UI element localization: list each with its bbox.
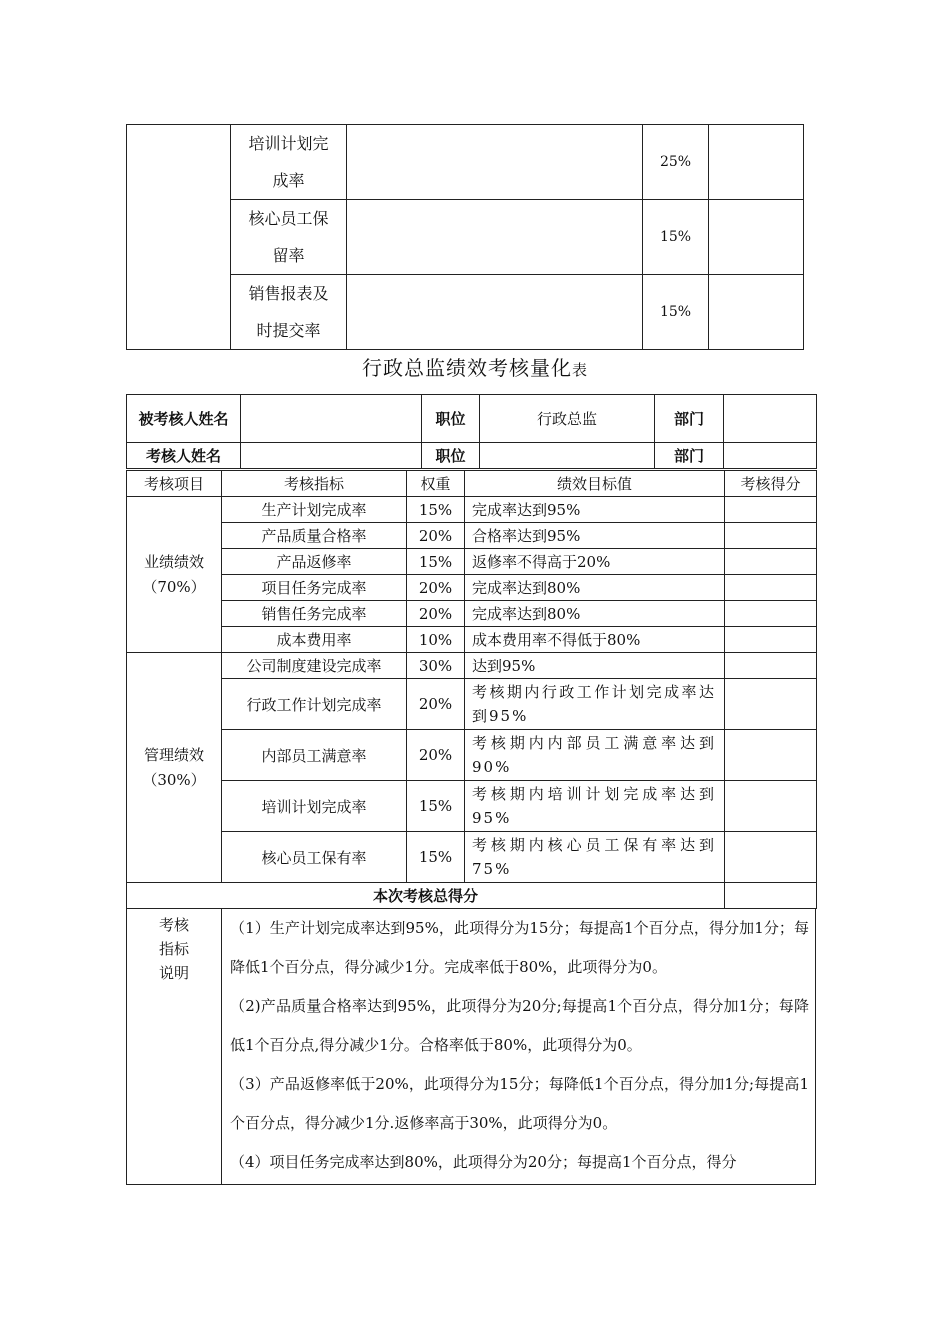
target-cell: 考核期内核心员工保有率达到75% [465,832,725,883]
target-cell: 考核期内内部员工满意率达到90% [465,730,725,781]
weight-cell: 20% [407,523,465,549]
table-row [127,601,817,627]
explanation-label-line: 考核 [158,916,189,934]
kpi-table [126,470,817,909]
indicator-cell: 核心员工保留率 [231,200,347,275]
table-row [127,125,804,200]
table-row [127,653,817,679]
target-cell: 完成率达到95% [465,497,725,523]
target-cell: 达到95% [465,653,725,679]
score-cell[interactable] [725,549,817,575]
target-cell: 完成率达到80% [465,601,725,627]
department-label: 部门 [655,443,724,469]
table-row [127,679,817,730]
indicator-cell: 行政工作计划完成率 [222,679,407,730]
target-cell: 完成率达到80% [465,575,725,601]
indicator-cell: 项目任务完成率 [222,575,407,601]
assessor-name-label: 考核人姓名 [127,443,241,469]
title-suffix: 表 [571,361,588,379]
indicator-cell: 培训计划完成率 [231,125,347,200]
previous-indicator-table [126,124,804,350]
table-row [127,523,817,549]
table-header-row [127,471,817,497]
indicator-cell: 成本费用率 [222,627,407,653]
column-header: 考核项目 [127,471,222,497]
score-cell[interactable] [725,601,817,627]
table-row [127,832,817,883]
empty-group-cell [127,125,231,350]
target-cell: 返修率不得高于20% [465,549,725,575]
total-score-label: 本次考核总得分 [127,883,725,909]
score-cell[interactable] [725,627,817,653]
position-label: 职位 [422,395,480,443]
indicator-cell: 核心员工保有率 [222,832,407,883]
weight-cell: 10% [407,627,465,653]
target-cell: 考核期内行政工作计划完成率达到95% [465,679,725,730]
group-weight: （30%） [142,770,206,789]
column-header: 考核得分 [725,471,817,497]
table-row [127,730,817,781]
weight-cell: 20% [407,575,465,601]
explanation-paragraph: （2)产品质量合格率达到95%，此项得分为20分;每提高1个百分点，得分加1分；每降低1个百分点,得分减少1分。合格率低于80%，此项得分为0。 [230,997,809,1054]
score-cell[interactable] [709,275,804,350]
score-cell[interactable] [725,730,817,781]
weight-cell: 15% [407,832,465,883]
score-cell[interactable] [725,575,817,601]
department-label: 部门 [655,395,724,443]
indicator-cell: 公司制度建设完成率 [222,653,407,679]
weight-cell: 20% [407,679,465,730]
weight-cell: 25% [643,125,709,200]
group-weight: （70%） [142,577,206,596]
weight-cell: 15% [407,781,465,832]
weight-cell: 30% [407,653,465,679]
score-cell[interactable] [725,781,817,832]
column-header: 绩效目标值 [465,471,725,497]
target-cell: 考核期内培训计划完成率达到95% [465,781,725,832]
target-cell [347,275,643,350]
explanation-label-line: 指标 [158,940,189,958]
weight-cell: 15% [407,549,465,575]
assessment-header-table [126,394,817,469]
explanation-label [127,909,222,1185]
indicator-explanation-table [126,908,816,1185]
column-header: 考核指标 [222,471,407,497]
assessee-name-field[interactable] [241,395,422,443]
weight-cell: 20% [407,601,465,627]
indicator-cell: 内部员工满意率 [222,730,407,781]
page-title [0,352,950,381]
assessor-position-field[interactable] [480,443,655,469]
explanation-label-line: 说明 [158,964,189,982]
total-row [127,883,817,909]
indicator-cell: 产品质量合格率 [222,523,407,549]
performance-group-cell [127,497,222,653]
table-row [127,627,817,653]
table-row [127,497,817,523]
score-cell[interactable] [725,497,817,523]
target-cell: 成本费用率不得低于80% [465,627,725,653]
assessee-name-label: 被考核人姓名 [127,395,241,443]
indicator-cell: 销售报表及时提交率 [231,275,347,350]
table-row [127,395,817,443]
management-group-cell [127,653,222,883]
position-label: 职位 [422,443,480,469]
score-cell[interactable] [709,200,804,275]
indicator-cell: 销售任务完成率 [222,601,407,627]
explanation-paragraph: （4）项目任务完成率达到80%，此项得分为20分；每提高1个百分点，得分 [230,1153,737,1171]
table-row [127,781,817,832]
score-cell[interactable] [725,653,817,679]
score-cell[interactable] [725,523,817,549]
assessor-name-field[interactable] [241,443,422,469]
table-row [127,549,817,575]
target-cell [347,125,643,200]
weight-cell: 20% [407,730,465,781]
department-field[interactable] [724,395,817,443]
weight-cell: 15% [407,497,465,523]
explanation-paragraph: （3）产品返修率低于20%，此项得分为15分；每降低1个百分点，得分加1分;每提高1个百分点，得分减少1分.返修率高于30%，此项得分为0。 [230,1075,809,1132]
column-header: 权重 [407,471,465,497]
position-value: 行政总监 [480,395,655,443]
target-cell: 合格率达到95% [465,523,725,549]
score-cell[interactable] [725,832,817,883]
table-row [127,909,816,1185]
indicator-cell: 培训计划完成率 [222,781,407,832]
target-cell [347,200,643,275]
indicator-cell: 生产计划完成率 [222,497,407,523]
group-label: 管理绩效 [143,745,204,764]
explanation-body [222,909,816,1185]
weight-cell: 15% [643,275,709,350]
explanation-paragraph: （1）生产计划完成率达到95%，此项得分为15分；每提高1个百分点，得分加1分；每降低1个百分点，得分减少1分。完成率低于80%，此项得分为0。 [230,919,809,976]
title-main: 行政总监绩效考核量化 [361,356,572,380]
total-score-cell[interactable] [725,883,817,909]
weight-cell: 15% [643,200,709,275]
indicator-cell: 产品返修率 [222,549,407,575]
assessor-department-field[interactable] [724,443,817,469]
table-row [127,443,817,469]
score-cell[interactable] [709,125,804,200]
group-label: 业绩绩效 [143,552,204,571]
table-row [127,575,817,601]
score-cell[interactable] [725,679,817,730]
